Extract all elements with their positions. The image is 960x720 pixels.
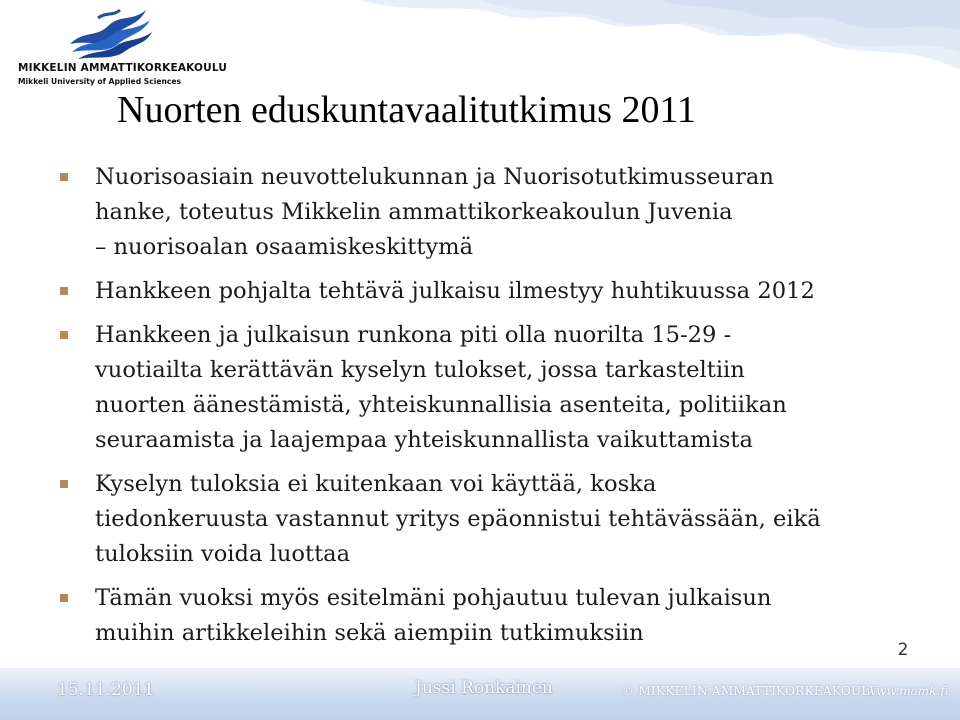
bullet-line: hanke, toteutus Mikkelin ammattikorkeakoulun Juvenia (95, 199, 733, 225)
page-number: 2 (897, 640, 909, 660)
bullet-line: tiedonkeruusta vastannut yritys epäonnistui tehtävässään, eikä (95, 506, 821, 532)
school-subtitle: Mikkeli University of Applied Sciences (18, 77, 182, 86)
bullet-line: muihin artikkeleihin sekä aiempiin tutkimuksiin (95, 620, 644, 646)
bullet-line: nuorten äänestämistä, yhteiskunnallisia asenteita, politiikan (95, 392, 787, 418)
bullet-line: Hankkeen pohjalta tehtävä julkaisu ilmestyy huhtikuussa 2012 (95, 278, 815, 304)
bullet-item (57, 467, 907, 572)
bullet-line: – nuorisoalan osaamiskeskittymä (95, 234, 474, 260)
square-bullet-icon (60, 173, 68, 181)
square-bullet-icon (60, 331, 68, 339)
footer-brand: © MIKKELIN AMMATTIKORKEAKOULU (622, 684, 880, 698)
square-bullet-icon (60, 594, 68, 602)
bullet-item (57, 160, 907, 265)
wave-decoration (360, 0, 960, 70)
bullet-item (57, 274, 907, 309)
square-bullet-icon (60, 480, 68, 488)
mamk-wave-logo-icon (68, 8, 154, 60)
bullet-line: tuloksiin voida luottaa (95, 541, 351, 567)
school-name: MIKKELIN AMMATTIKORKEAKOULU (18, 62, 228, 74)
bullet-list (57, 160, 907, 660)
footer-author: Jussi Ronkainen (415, 678, 553, 698)
footer-date: 15.11.2011 (57, 680, 155, 700)
square-bullet-icon (60, 287, 68, 295)
bullet-line: Tämän vuoksi myös esitelmäni pohjautuu tulevan julkaisun (95, 585, 772, 611)
bullet-line: Kyselyn tuloksia ei kuitenkaan voi käyttää, koska (95, 471, 657, 497)
bullet-line: Hankkeen ja julkaisun runkona piti olla nuorilta 15-29 - (95, 322, 732, 348)
bullet-line: seuraamista ja laajempaa yhteiskunnallista vaikuttamista (95, 427, 753, 453)
footer-url-link[interactable]: www.mamk.fi (866, 684, 949, 698)
footer-bar (0, 668, 960, 720)
school-logo (18, 8, 228, 92)
bullet-line: Nuorisoasiain neuvottelukunnan ja Nuorisotutkimusseuran (95, 164, 774, 190)
bullet-line: vuotiailta kerättävän kyselyn tulokset, jossa tarkasteltiin (95, 357, 745, 383)
bullet-item (57, 318, 907, 458)
bullet-item (57, 581, 907, 651)
slide-title: Nuorten eduskuntavaalitutkimus 2011 (117, 89, 697, 131)
